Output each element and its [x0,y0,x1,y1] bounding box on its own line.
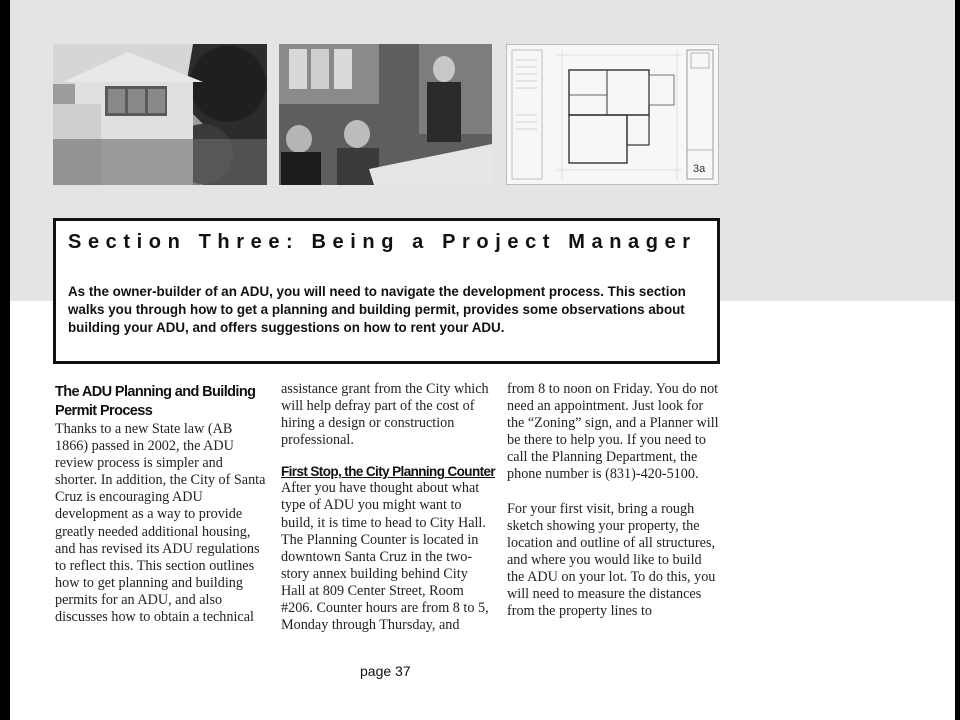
section-intro: As the owner-builder of an ADU, you will need to navigate the development process. This section walks you through how to get a planning and building permit, provides some observations about building your ADU, and offers suggestions on how to rent your ADU. [68,284,686,335]
text-column-3 [507,381,719,620]
document-page [10,0,955,720]
text-column-1 [55,383,267,626]
section-intro-box [53,218,720,364]
column1-body: Thanks to a new State law (AB 1866) passed in 2002, the ADU review process is simpler and shorter. In addition, the City of Santa Cruz is encouraging ADU development as a way to provide greatly needed additional housing, and has revised its ADU regulations to reflect this. This section outlines how to get planning and building permits for an ADU, and also discusses how to obtain a technical [55,421,266,626]
column2-body-top: assistance grant from the City which will help defray part of the cost of hiring a design or construction professional. [281,381,489,449]
page-number: page 37 [360,663,411,679]
column3-body-top: from 8 to noon on Friday. You do not need an appointment. Just look for the “Zoning” sign, and a Planner will be there to help you. If you need to call the Planning Department, the phone number is (831)-420-5100. [507,381,719,483]
section-title: Section Three: Being a Project Manager [68,231,697,253]
heading-adu-permit-process: The ADU Planning and Building Permit Process [55,384,256,419]
floor-plan-drawing [506,44,719,185]
plan-sheet-label: 3a [693,163,706,175]
column3-body: For your first visit, bring a rough sketch showing your property, the location and outline of all structures, and where you would like to build the ADU on your lot. To do this, you will need to measure the distances from the property lines to [507,500,716,620]
text-column-2 [281,381,496,634]
house-photo [53,44,267,185]
heading-first-stop: First Stop, the City Planning Counter [281,464,496,480]
column2-body: After you have thought about what type of ADU you might want to build, it is time to head to City Hall. The Planning Counter is located in downtown Santa Cruz in the two-story annex building behind City Hall at 809 Center Street, Room #206. Counter hours are from 8 to 5, Monday through Thursday, and [281,480,489,634]
meeting-photo [279,44,492,185]
